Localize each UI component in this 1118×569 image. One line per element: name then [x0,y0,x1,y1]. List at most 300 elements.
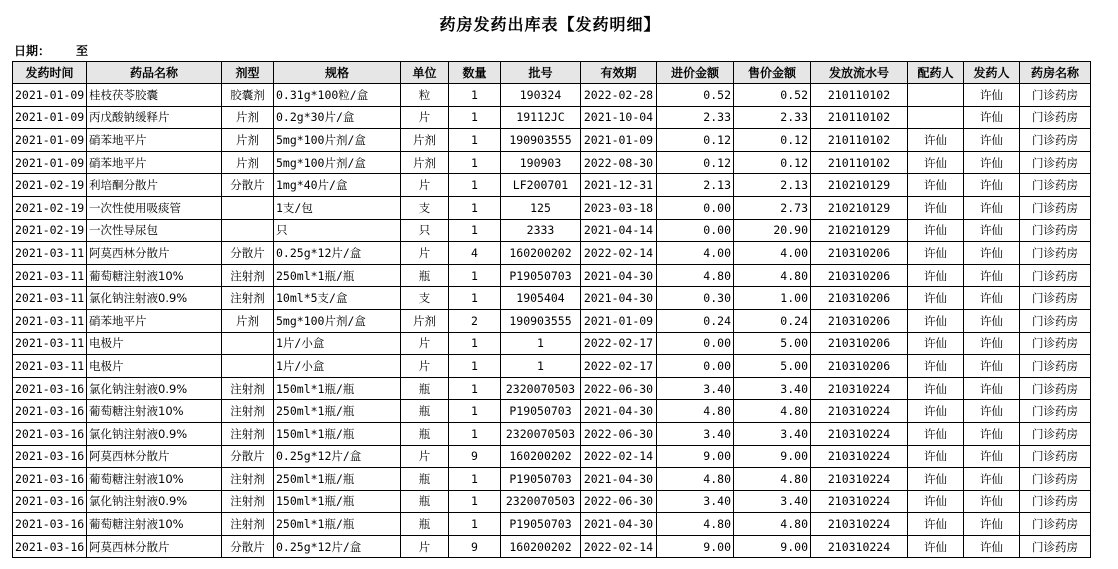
cell-issuer: 许仙 [964,287,1020,310]
table-row [13,468,1091,491]
cell-price: 3.40 [734,422,811,445]
cell-issuer: 许仙 [964,151,1020,174]
cell-batch: P19050703 [501,264,581,287]
cell-spec: 250ml*1瓶/瓶 [274,264,401,287]
header-issuer: 发药人 [964,62,1020,84]
cell-form: 注射剂 [222,377,274,400]
cell-flow-no: 210310206 [811,264,908,287]
cell-price: 4.00 [734,242,811,265]
cell-name: 葡萄糖注射液10% [87,513,222,536]
cell-expiry: 2021-04-14 [581,219,657,242]
cell-dispenser: 许仙 [908,264,964,287]
date-to-label: 至 [76,44,89,58]
cell-time: 2021-03-11 [13,242,87,265]
cell-cost: 0.30 [657,287,734,310]
cell-unit: 片 [401,332,449,355]
cell-batch: 190903555 [501,309,581,332]
cell-dispenser: 许仙 [908,445,964,468]
cell-expiry: 2021-04-30 [581,287,657,310]
cell-price: 2.33 [734,106,811,129]
cell-form: 注射剂 [222,287,274,310]
cell-unit: 片剂 [401,151,449,174]
cell-qty: 9 [449,535,501,558]
cell-time: 2021-03-16 [13,422,87,445]
cell-batch: 2320070503 [501,377,581,400]
table-row [13,400,1091,423]
cell-name: 氯化钠注射液0.9% [87,287,222,310]
cell-batch: 160200202 [501,445,581,468]
cell-form: 片剂 [222,309,274,332]
header-cost-amount: 进价金额 [657,62,734,84]
cell-name: 葡萄糖注射液10% [87,264,222,287]
header-quantity: 数量 [449,62,501,84]
cell-expiry: 2021-04-30 [581,264,657,287]
cell-pharmacy: 门诊药房 [1020,287,1091,310]
cell-pharmacy: 门诊药房 [1020,264,1091,287]
cell-dispenser: 许仙 [908,468,964,491]
cell-spec: 0.2g*30片/盒 [274,106,401,129]
report-title: 药房发药出库表【发药明细】 [439,15,661,34]
cell-expiry: 2022-02-17 [581,332,657,355]
cell-expiry: 2021-04-30 [581,513,657,536]
header-drug-name: 药品名称 [87,62,222,84]
cell-issuer: 许仙 [964,129,1020,152]
cell-issuer: 许仙 [964,422,1020,445]
cell-cost: 9.00 [657,535,734,558]
cell-expiry: 2021-12-31 [581,174,657,197]
cell-batch: 160200202 [501,242,581,265]
cell-price: 20.90 [734,219,811,242]
cell-name: 阿莫西林分散片 [87,445,222,468]
cell-flow-no: 210210129 [811,219,908,242]
cell-time: 2021-01-09 [13,129,87,152]
cell-issuer: 许仙 [964,355,1020,378]
cell-flow-no: 210110102 [811,84,908,107]
table-row [13,445,1091,468]
cell-dispenser: 许仙 [908,535,964,558]
table-row [13,535,1091,558]
cell-dispenser: 许仙 [908,309,964,332]
cell-expiry: 2022-02-14 [581,242,657,265]
cell-time: 2021-02-19 [13,196,87,219]
cell-price: 9.00 [734,445,811,468]
cell-batch: P19050703 [501,468,581,491]
cell-batch: 2320070503 [501,422,581,445]
cell-time: 2021-01-09 [13,151,87,174]
cell-dispenser: 许仙 [908,422,964,445]
cell-pharmacy: 门诊药房 [1020,513,1091,536]
cell-form: 片剂 [222,106,274,129]
cell-unit: 粒 [401,84,449,107]
cell-issuer: 许仙 [964,377,1020,400]
cell-flow-no: 210110102 [811,106,908,129]
cell-expiry: 2022-02-28 [581,84,657,107]
cell-unit: 片 [401,106,449,129]
cell-pharmacy: 门诊药房 [1020,106,1091,129]
cell-batch: 190324 [501,84,581,107]
cell-time: 2021-02-19 [13,174,87,197]
cell-batch: 2333 [501,219,581,242]
cell-issuer: 许仙 [964,84,1020,107]
cell-flow-no: 210110102 [811,129,908,152]
cell-batch: 125 [501,196,581,219]
cell-expiry: 2021-04-30 [581,400,657,423]
cell-expiry: 2021-04-30 [581,468,657,491]
cell-cost: 4.80 [657,264,734,287]
cell-name: 电极片 [87,332,222,355]
cell-qty: 1 [449,468,501,491]
cell-price: 3.40 [734,490,811,513]
cell-price: 1.00 [734,287,811,310]
cell-flow-no: 210210129 [811,174,908,197]
cell-time: 2021-03-11 [13,355,87,378]
cell-pharmacy: 门诊药房 [1020,196,1091,219]
cell-pharmacy: 门诊药房 [1020,468,1091,491]
cell-expiry: 2022-06-30 [581,377,657,400]
cell-spec: 5mg*100片剂/盒 [274,129,401,152]
cell-dispenser: 许仙 [908,129,964,152]
cell-flow-no: 210310206 [811,332,908,355]
cell-name: 利培酮分散片 [87,174,222,197]
cell-spec: 1片/小盒 [274,332,401,355]
cell-spec: 250ml*1瓶/瓶 [274,513,401,536]
cell-spec: 0.25g*12片/盒 [274,535,401,558]
cell-spec: 150ml*1瓶/瓶 [274,422,401,445]
cell-batch: 1 [501,332,581,355]
table-row [13,422,1091,445]
cell-expiry: 2022-06-30 [581,490,657,513]
table-row [13,355,1091,378]
cell-unit: 瓶 [401,422,449,445]
cell-pharmacy: 门诊药房 [1020,377,1091,400]
cell-pharmacy: 门诊药房 [1020,174,1091,197]
cell-form: 分散片 [222,174,274,197]
cell-flow-no: 210310224 [811,445,908,468]
cell-dispenser [908,106,964,129]
cell-qty: 1 [449,422,501,445]
header-unit: 单位 [401,62,449,84]
cell-dispenser [908,84,964,107]
cell-flow-no: 210310206 [811,355,908,378]
cell-spec: 5mg*100片剂/盒 [274,309,401,332]
cell-cost: 3.40 [657,422,734,445]
cell-unit: 瓶 [401,377,449,400]
cell-flow-no: 210110102 [811,151,908,174]
cell-cost: 0.00 [657,196,734,219]
cell-cost: 0.00 [657,219,734,242]
cell-time: 2021-03-11 [13,309,87,332]
cell-unit: 片 [401,445,449,468]
cell-cost: 2.13 [657,174,734,197]
table-row [13,309,1091,332]
cell-qty: 4 [449,242,501,265]
cell-issuer: 许仙 [964,400,1020,423]
cell-name: 一次性导尿包 [87,219,222,242]
cell-name: 一次性使用吸痰管 [87,196,222,219]
cell-price: 5.00 [734,332,811,355]
cell-flow-no: 210310224 [811,535,908,558]
cell-qty: 1 [449,151,501,174]
cell-time: 2021-03-16 [13,535,87,558]
dispense-detail-table [12,61,1091,558]
cell-time: 2021-03-16 [13,377,87,400]
cell-dispenser: 许仙 [908,196,964,219]
cell-cost: 2.33 [657,106,734,129]
cell-unit: 片 [401,242,449,265]
cell-cost: 4.00 [657,242,734,265]
date-range [14,42,88,59]
cell-dispenser: 许仙 [908,174,964,197]
cell-qty: 1 [449,355,501,378]
cell-name: 阿莫西林分散片 [87,535,222,558]
cell-spec: 只 [274,219,401,242]
table-row [13,151,1091,174]
cell-spec: 0.25g*12片/盒 [274,242,401,265]
cell-unit: 支 [401,196,449,219]
cell-spec: 1片/小盒 [274,355,401,378]
cell-time: 2021-01-09 [13,84,87,107]
cell-name: 电极片 [87,355,222,378]
cell-qty: 1 [449,513,501,536]
cell-flow-no: 210310206 [811,242,908,265]
cell-pharmacy: 门诊药房 [1020,445,1091,468]
table-row [13,174,1091,197]
header-flow-no: 发放流水号 [811,62,908,84]
cell-pharmacy: 门诊药房 [1020,332,1091,355]
cell-form: 分散片 [222,242,274,265]
cell-issuer: 许仙 [964,332,1020,355]
cell-flow-no: 210310206 [811,287,908,310]
cell-name: 丙戊酸钠缓释片 [87,106,222,129]
cell-pharmacy: 门诊药房 [1020,84,1091,107]
cell-cost: 0.24 [657,309,734,332]
cell-cost: 0.00 [657,332,734,355]
cell-form [222,332,274,355]
cell-time: 2021-03-11 [13,332,87,355]
cell-dispenser: 许仙 [908,400,964,423]
cell-dispenser: 许仙 [908,287,964,310]
cell-time: 2021-03-11 [13,264,87,287]
header-dispense-time: 发药时间 [13,62,87,84]
cell-cost: 4.80 [657,513,734,536]
cell-unit: 瓶 [401,468,449,491]
cell-name: 氯化钠注射液0.9% [87,490,222,513]
cell-spec: 1mg*40片/盒 [274,174,401,197]
cell-name: 桂枝茯苓胶囊 [87,84,222,107]
cell-cost: 0.00 [657,355,734,378]
cell-form: 分散片 [222,535,274,558]
cell-unit: 片 [401,355,449,378]
cell-name: 阿莫西林分散片 [87,242,222,265]
cell-issuer: 许仙 [964,445,1020,468]
cell-qty: 1 [449,287,501,310]
cell-unit: 片 [401,174,449,197]
cell-price: 0.24 [734,309,811,332]
cell-form: 注射剂 [222,400,274,423]
cell-time: 2021-01-09 [13,106,87,129]
cell-unit: 片剂 [401,129,449,152]
cell-time: 2021-03-16 [13,445,87,468]
cell-form [222,355,274,378]
cell-time: 2021-03-11 [13,287,87,310]
cell-name: 氯化钠注射液0.9% [87,377,222,400]
cell-issuer: 许仙 [964,264,1020,287]
cell-pharmacy: 门诊药房 [1020,355,1091,378]
header-sale-amount: 售价金额 [734,62,811,84]
table-row [13,490,1091,513]
header-dosage-form: 剂型 [222,62,274,84]
cell-pharmacy: 门诊药房 [1020,129,1091,152]
cell-form: 注射剂 [222,513,274,536]
header-batch-no: 批号 [501,62,581,84]
cell-price: 9.00 [734,535,811,558]
cell-name: 葡萄糖注射液10% [87,400,222,423]
cell-expiry: 2021-10-04 [581,106,657,129]
cell-qty: 1 [449,174,501,197]
cell-price: 0.12 [734,129,811,152]
table-header-row [13,62,1091,84]
cell-name: 葡萄糖注射液10% [87,468,222,491]
cell-price: 5.00 [734,355,811,378]
cell-dispenser: 许仙 [908,513,964,536]
cell-cost: 4.80 [657,400,734,423]
cell-cost: 4.80 [657,468,734,491]
cell-expiry: 2022-02-17 [581,355,657,378]
cell-expiry: 2023-03-18 [581,196,657,219]
cell-issuer: 许仙 [964,242,1020,265]
header-pharmacy: 药房名称 [1020,62,1091,84]
cell-issuer: 许仙 [964,513,1020,536]
cell-spec: 250ml*1瓶/瓶 [274,400,401,423]
table-row [13,513,1091,536]
cell-pharmacy: 门诊药房 [1020,490,1091,513]
cell-pharmacy: 门诊药房 [1020,219,1091,242]
table-row [13,287,1091,310]
cell-form: 注射剂 [222,468,274,491]
cell-issuer: 许仙 [964,490,1020,513]
cell-qty: 1 [449,264,501,287]
table-row [13,332,1091,355]
cell-batch: 190903 [501,151,581,174]
cell-batch: P19050703 [501,400,581,423]
table-row [13,377,1091,400]
cell-price: 0.52 [734,84,811,107]
cell-price: 0.12 [734,151,811,174]
cell-flow-no: 210310206 [811,309,908,332]
table-row [13,129,1091,152]
cell-form: 分散片 [222,445,274,468]
cell-issuer: 许仙 [964,106,1020,129]
cell-batch: 2320070503 [501,490,581,513]
cell-name: 硝苯地平片 [87,309,222,332]
cell-qty: 1 [449,84,501,107]
cell-cost: 0.12 [657,151,734,174]
cell-pharmacy: 门诊药房 [1020,535,1091,558]
cell-time: 2021-03-16 [13,468,87,491]
cell-flow-no: 210310224 [811,377,908,400]
cell-form: 片剂 [222,151,274,174]
cell-spec: 250ml*1瓶/瓶 [274,468,401,491]
cell-name: 氯化钠注射液0.9% [87,422,222,445]
cell-cost: 3.40 [657,490,734,513]
cell-price: 4.80 [734,400,811,423]
cell-issuer: 许仙 [964,309,1020,332]
cell-price: 4.80 [734,513,811,536]
cell-cost: 0.52 [657,84,734,107]
cell-name: 硝苯地平片 [87,129,222,152]
cell-form [222,219,274,242]
cell-price: 2.13 [734,174,811,197]
cell-qty: 1 [449,490,501,513]
cell-batch: LF200701 [501,174,581,197]
cell-unit: 片 [401,535,449,558]
cell-form: 片剂 [222,129,274,152]
cell-expiry: 2022-08-30 [581,151,657,174]
cell-time: 2021-02-19 [13,219,87,242]
cell-qty: 9 [449,445,501,468]
cell-spec: 0.25g*12片/盒 [274,445,401,468]
cell-pharmacy: 门诊药房 [1020,242,1091,265]
cell-pharmacy: 门诊药房 [1020,309,1091,332]
cell-flow-no: 210310224 [811,422,908,445]
cell-spec: 1支/包 [274,196,401,219]
cell-price: 2.73 [734,196,811,219]
cell-unit: 瓶 [401,264,449,287]
cell-pharmacy: 门诊药房 [1020,151,1091,174]
cell-form: 注射剂 [222,422,274,445]
cell-qty: 1 [449,377,501,400]
cell-time: 2021-03-16 [13,513,87,536]
cell-form: 胶囊剂 [222,84,274,107]
cell-unit: 瓶 [401,400,449,423]
cell-batch: P19050703 [501,513,581,536]
header-specification: 规格 [274,62,401,84]
cell-spec: 150ml*1瓶/瓶 [274,490,401,513]
cell-expiry: 2022-06-30 [581,422,657,445]
cell-batch: 19112JC [501,106,581,129]
cell-unit: 片剂 [401,309,449,332]
cell-form [222,196,274,219]
cell-cost: 3.40 [657,377,734,400]
header-dispenser: 配药人 [908,62,964,84]
cell-form: 注射剂 [222,490,274,513]
cell-dispenser: 许仙 [908,219,964,242]
cell-batch: 160200202 [501,535,581,558]
cell-dispenser: 许仙 [908,151,964,174]
cell-issuer: 许仙 [964,219,1020,242]
cell-qty: 1 [449,219,501,242]
cell-batch: 190903555 [501,129,581,152]
cell-dispenser: 许仙 [908,355,964,378]
table-body [13,84,1091,558]
cell-expiry: 2022-02-14 [581,445,657,468]
cell-qty: 2 [449,309,501,332]
cell-batch: 1 [501,355,581,378]
cell-spec: 10ml*5支/盒 [274,287,401,310]
table-row [13,242,1091,265]
cell-name: 硝苯地平片 [87,151,222,174]
cell-batch: 1905404 [501,287,581,310]
table-row [13,264,1091,287]
cell-dispenser: 许仙 [908,490,964,513]
cell-issuer: 许仙 [964,535,1020,558]
cell-qty: 1 [449,332,501,355]
cell-pharmacy: 门诊药房 [1020,400,1091,423]
cell-qty: 1 [449,129,501,152]
cell-expiry: 2021-01-09 [581,309,657,332]
cell-issuer: 许仙 [964,196,1020,219]
cell-unit: 支 [401,287,449,310]
